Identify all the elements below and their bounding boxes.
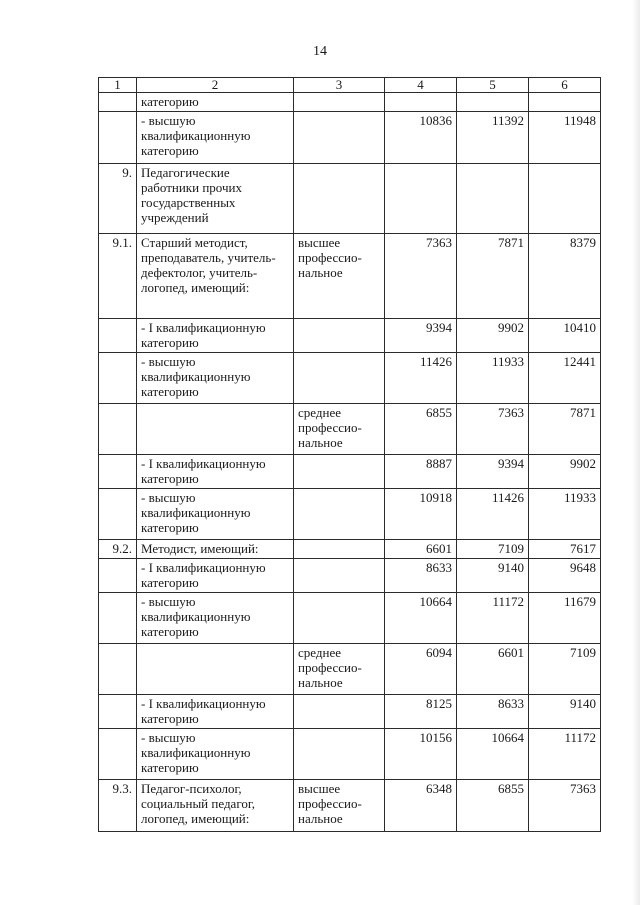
table-row bbox=[99, 489, 601, 540]
education-cell bbox=[294, 540, 385, 559]
table-row bbox=[99, 559, 601, 593]
value-col-6: 7617 bbox=[529, 540, 601, 559]
position-cell: - высшую квалификационную категорию bbox=[137, 112, 294, 164]
table-row bbox=[99, 353, 601, 404]
row-number bbox=[99, 695, 137, 729]
value-col-5: 6601 bbox=[457, 644, 529, 695]
table-row bbox=[99, 729, 601, 780]
value-col-5: 9394 bbox=[457, 455, 529, 489]
row-number: 9.1. bbox=[99, 234, 137, 319]
row-number bbox=[99, 455, 137, 489]
position-cell: Методист, имеющий: bbox=[137, 540, 294, 559]
value-col-6: 12441 bbox=[529, 353, 601, 404]
position-cell bbox=[137, 644, 294, 695]
value-col-4: 6601 bbox=[385, 540, 457, 559]
column-number-5: 5 bbox=[457, 78, 529, 93]
value-col-5: 7871 bbox=[457, 234, 529, 319]
column-number-4: 4 bbox=[385, 78, 457, 93]
education-cell: высшее профессио-нальное bbox=[294, 780, 385, 832]
value-col-4: 10156 bbox=[385, 729, 457, 780]
value-col-6: 11172 bbox=[529, 729, 601, 780]
education-cell bbox=[294, 112, 385, 164]
value-col-4: 6094 bbox=[385, 644, 457, 695]
value-col-6: 10410 bbox=[529, 319, 601, 353]
position-cell: - высшую квалификационную категорию bbox=[137, 593, 294, 644]
value-col-6: 11679 bbox=[529, 593, 601, 644]
row-number bbox=[99, 404, 137, 455]
education-cell: среднее профессио-нальное bbox=[294, 404, 385, 455]
table-row bbox=[99, 780, 601, 832]
value-col-4: 7363 bbox=[385, 234, 457, 319]
row-number bbox=[99, 319, 137, 353]
position-cell: - высшую квалификационную категорию bbox=[137, 353, 294, 404]
position-cell: - I квалификационную категорию bbox=[137, 559, 294, 593]
value-col-4: 8125 bbox=[385, 695, 457, 729]
value-col-6 bbox=[529, 93, 601, 112]
column-number-row bbox=[99, 78, 601, 93]
value-col-5: 6855 bbox=[457, 780, 529, 832]
position-cell: категорию bbox=[137, 93, 294, 112]
row-number bbox=[99, 353, 137, 404]
position-cell: - I квалификационную категорию bbox=[137, 319, 294, 353]
scan-edge-shadow bbox=[632, 0, 640, 905]
position-cell: Педагогические работники прочих государственных учреждений bbox=[137, 164, 294, 234]
salary-table bbox=[98, 77, 601, 832]
position-cell: - высшую квалификационную категорию bbox=[137, 489, 294, 540]
row-number bbox=[99, 729, 137, 780]
education-cell bbox=[294, 695, 385, 729]
value-col-6: 7871 bbox=[529, 404, 601, 455]
column-number-1: 1 bbox=[99, 78, 137, 93]
value-col-5 bbox=[457, 164, 529, 234]
table-row bbox=[99, 319, 601, 353]
row-number bbox=[99, 593, 137, 644]
education-cell bbox=[294, 319, 385, 353]
value-col-4: 9394 bbox=[385, 319, 457, 353]
row-number: 9.3. bbox=[99, 780, 137, 832]
value-col-6: 8379 bbox=[529, 234, 601, 319]
position-cell bbox=[137, 404, 294, 455]
education-cell bbox=[294, 489, 385, 540]
salary-table-body bbox=[99, 78, 601, 832]
table-row bbox=[99, 93, 601, 112]
education-cell: высшее профессио-нальное bbox=[294, 234, 385, 319]
table-row bbox=[99, 164, 601, 234]
value-col-4: 6348 bbox=[385, 780, 457, 832]
value-col-4: 10664 bbox=[385, 593, 457, 644]
value-col-5: 9140 bbox=[457, 559, 529, 593]
value-col-4: 6855 bbox=[385, 404, 457, 455]
value-col-4 bbox=[385, 164, 457, 234]
column-number-2: 2 bbox=[137, 78, 294, 93]
education-cell bbox=[294, 93, 385, 112]
row-number bbox=[99, 489, 137, 540]
value-col-6 bbox=[529, 164, 601, 234]
table-row bbox=[99, 695, 601, 729]
education-cell bbox=[294, 353, 385, 404]
row-number bbox=[99, 93, 137, 112]
value-col-6: 11948 bbox=[529, 112, 601, 164]
value-col-5: 9902 bbox=[457, 319, 529, 353]
table-row bbox=[99, 644, 601, 695]
education-cell bbox=[294, 729, 385, 780]
value-col-5: 11392 bbox=[457, 112, 529, 164]
value-col-5: 11426 bbox=[457, 489, 529, 540]
row-number: 9. bbox=[99, 164, 137, 234]
education-cell: среднее профессио-нальное bbox=[294, 644, 385, 695]
table-row bbox=[99, 540, 601, 559]
education-cell bbox=[294, 455, 385, 489]
value-col-5: 7363 bbox=[457, 404, 529, 455]
value-col-4: 10836 bbox=[385, 112, 457, 164]
value-col-6: 7363 bbox=[529, 780, 601, 832]
value-col-5: 10664 bbox=[457, 729, 529, 780]
table-row bbox=[99, 112, 601, 164]
position-cell: - I квалификационную категорию bbox=[137, 695, 294, 729]
value-col-5: 7109 bbox=[457, 540, 529, 559]
value-col-5: 11172 bbox=[457, 593, 529, 644]
page-number: 14 bbox=[313, 44, 327, 59]
value-col-5: 11933 bbox=[457, 353, 529, 404]
value-col-6: 9140 bbox=[529, 695, 601, 729]
value-col-4: 11426 bbox=[385, 353, 457, 404]
value-col-6: 9902 bbox=[529, 455, 601, 489]
education-cell bbox=[294, 559, 385, 593]
position-cell: Старший методист, преподаватель, учитель-дефектолог, учитель-логопед, имеющий: bbox=[137, 234, 294, 319]
value-col-6: 7109 bbox=[529, 644, 601, 695]
value-col-4 bbox=[385, 93, 457, 112]
column-number-3: 3 bbox=[294, 78, 385, 93]
value-col-5 bbox=[457, 93, 529, 112]
row-number bbox=[99, 112, 137, 164]
column-number-6: 6 bbox=[529, 78, 601, 93]
position-cell: - высшую квалификационную категорию bbox=[137, 729, 294, 780]
education-cell bbox=[294, 164, 385, 234]
row-number bbox=[99, 644, 137, 695]
value-col-4: 8887 bbox=[385, 455, 457, 489]
table-row bbox=[99, 455, 601, 489]
value-col-6: 11933 bbox=[529, 489, 601, 540]
value-col-4: 10918 bbox=[385, 489, 457, 540]
table-row bbox=[99, 593, 601, 644]
row-number bbox=[99, 559, 137, 593]
position-cell: - I квалификационную категорию bbox=[137, 455, 294, 489]
position-cell: Педагог-психолог, социальный педагог, логопед, имеющий: bbox=[137, 780, 294, 832]
table-row bbox=[99, 404, 601, 455]
row-number: 9.2. bbox=[99, 540, 137, 559]
table-row bbox=[99, 234, 601, 319]
education-cell bbox=[294, 593, 385, 644]
value-col-6: 9648 bbox=[529, 559, 601, 593]
value-col-5: 8633 bbox=[457, 695, 529, 729]
value-col-4: 8633 bbox=[385, 559, 457, 593]
